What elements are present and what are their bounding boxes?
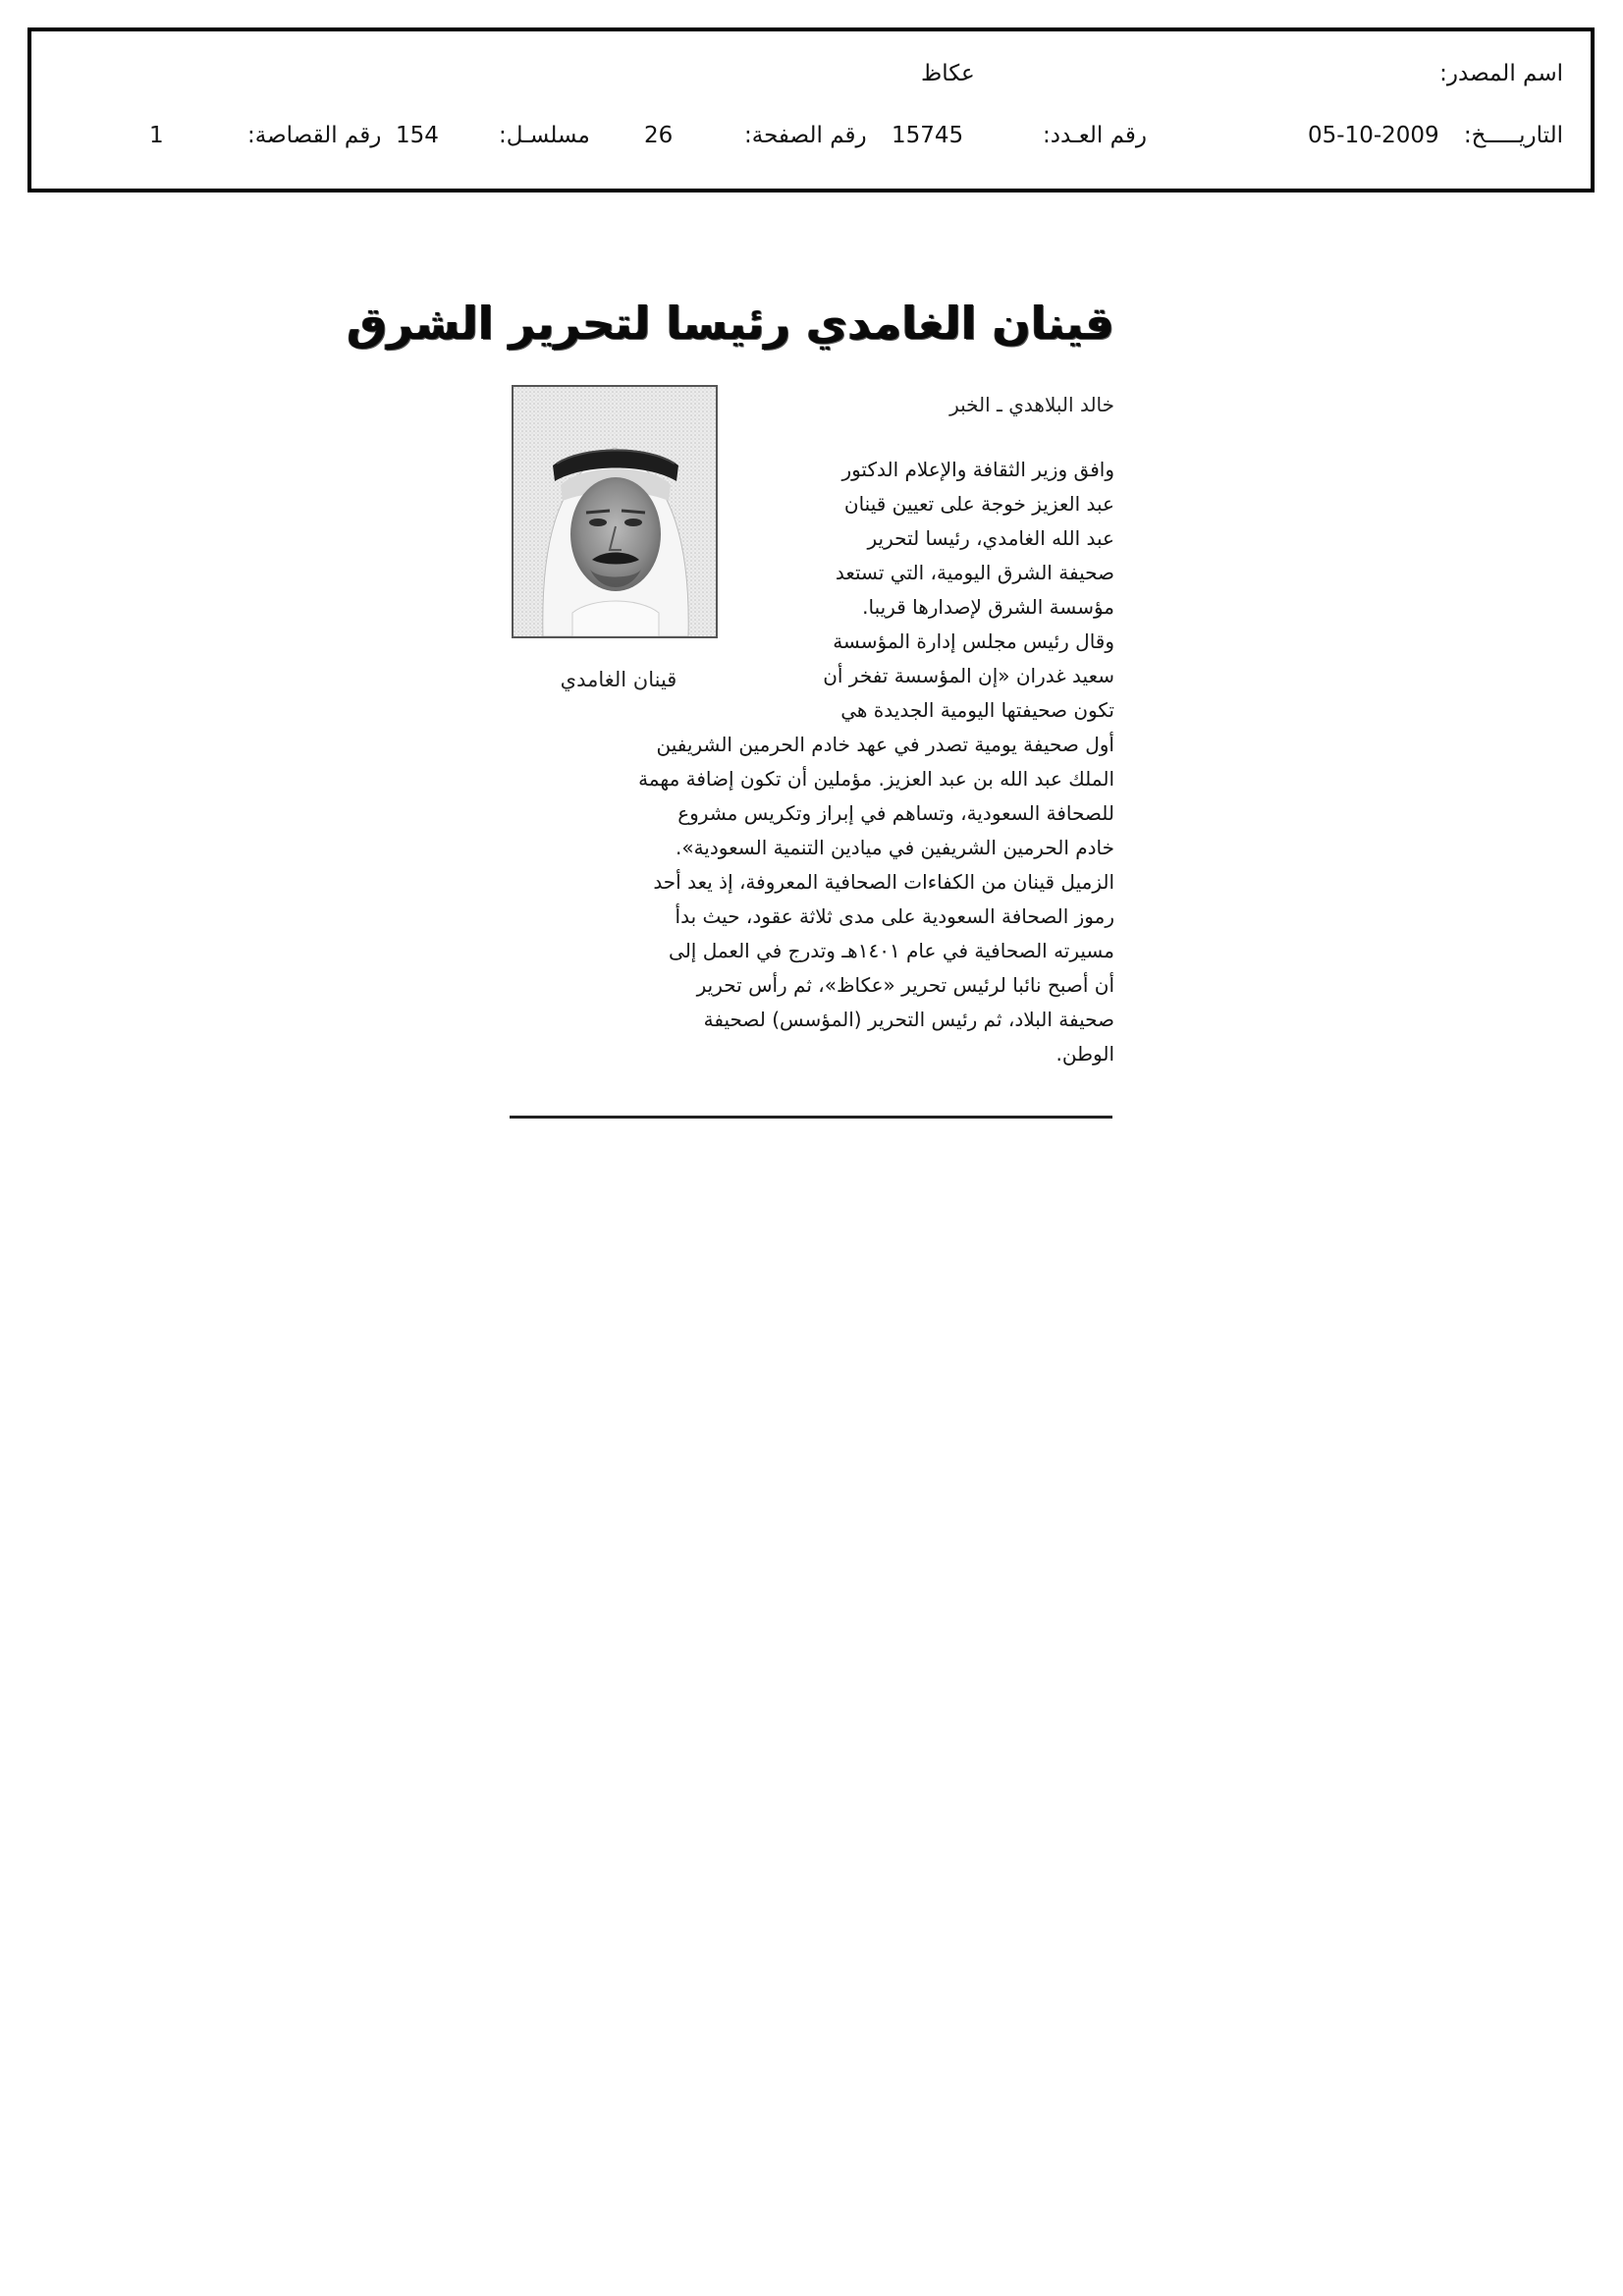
- portrait-image: [514, 387, 716, 636]
- page-label: رقم الصفحة:: [744, 123, 867, 148]
- body-line: سعيد غدران «إن المؤسسة تفخر أن: [823, 664, 1114, 687]
- date-value: 05-10-2009: [1308, 123, 1439, 148]
- article-end-rule: [510, 1116, 1112, 1119]
- issue-label: رقم العـدد:: [1043, 123, 1148, 148]
- date-label: التاريـــــخ:: [1463, 123, 1563, 148]
- body-line: خادم الحرمين الشريفين في ميادين التنمية السعودية».: [675, 836, 1114, 859]
- body-line: للصحافة السعودية، وتساهم في إبراز وتكريس مشروع: [677, 801, 1114, 825]
- clipping-header: [27, 27, 1595, 192]
- source-value: عكاظ: [921, 61, 975, 86]
- body-line: وافق وزير الثقافة والإعلام الدكتور: [841, 458, 1114, 481]
- body-line: الملك عبد الله بن عبد العزيز. مؤملين أن تكون إضافة مهمة: [638, 767, 1114, 791]
- serial-value: 154: [396, 123, 439, 148]
- body-line: الوطن.: [1055, 1042, 1114, 1066]
- body-line: تكون صحيفتها اليومية الجديدة هي: [840, 698, 1114, 722]
- clip-label: رقم القصاصة:: [247, 123, 382, 148]
- serial-label: مسلسـل:: [499, 123, 590, 148]
- body-line: مؤسسة الشرق لإصدارها قريبا.: [862, 595, 1114, 619]
- body-line: صحيفة الشرق اليومية، التي تستعد: [835, 561, 1114, 584]
- issue-value: 15745: [892, 123, 964, 148]
- photo-caption: قينان الغامدي: [560, 668, 677, 691]
- source-label: اسم المصدر:: [1439, 61, 1563, 86]
- body-line: صحيفة البلاد، ثم رئيس التحرير (المؤسس) لصحيفة: [703, 1008, 1114, 1031]
- page-value: 26: [644, 123, 674, 148]
- article-headline: قينان الغامدي رئيسا لتحرير الشرق: [347, 297, 1114, 350]
- body-line: عبد العزيز خوجة على تعيين قينان: [843, 492, 1114, 516]
- body-line: وقال رئيس مجلس إدارة المؤسسة: [833, 629, 1114, 653]
- article-byline: خالد البلاهدي ـ الخبر: [949, 393, 1114, 416]
- body-line: أول صحيفة يومية تصدر في عهد خادم الحرمين الشريفين: [656, 733, 1114, 756]
- news-clipping: [347, 285, 1114, 1129]
- body-line: رموز الصحافة السعودية على مدى ثلاثة عقود، حيث بدأ: [675, 904, 1114, 928]
- body-line: مسيرته الصحافية في عام ١٤٠١هـ وتدرج في العمل إلى: [669, 939, 1114, 962]
- body-line: أن أصبح نائبا لرئيس تحرير «عكاظ»، ثم رأس تحرير: [696, 973, 1114, 997]
- clip-value: 1: [149, 123, 164, 148]
- body-line: الزميل قينان من الكفاءات الصحافية المعروفة، إذ يعد أحد: [653, 870, 1114, 894]
- portrait-photo: [512, 385, 718, 638]
- body-line: عبد الله الغامدي، رئيسا لتحرير: [867, 526, 1114, 550]
